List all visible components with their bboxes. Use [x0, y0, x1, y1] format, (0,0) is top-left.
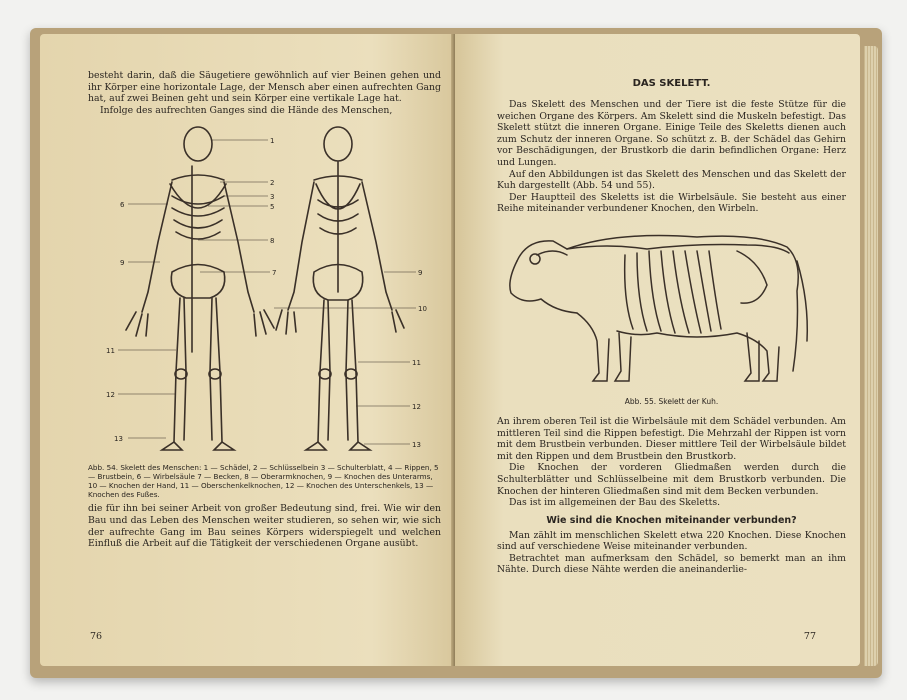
page-number-left: 76 [90, 631, 103, 642]
figure-label-11: 11 [106, 347, 115, 356]
figure-label-7: 7 [272, 269, 277, 278]
left-paragraph-bottom: die für ihn bei seiner Arbeit von großer Bedeutung sind, frei. Wie wir den Bau und das Leben des Menschen weiter studieren, so sehen wir, wie sich der aufrechte Gang im Bau seines Körpers widerspiegelt und welchen Einfluß die Arbeit auf die Tätigkeit der verschiedenen Organe ausübt. [88, 503, 441, 550]
figure-label-8: 8 [270, 237, 275, 246]
page-number-right: 77 [803, 631, 816, 642]
right-paragraph-4: An ihrem oberen Teil ist die Wirbelsäule mit dem Schädel verbunden. Am mittleren Teil sind die Rippen befestigt. Die Mehrzahl der Rippen ist vorn mit dem Brustbein verbunden. Dieser mittlere Teil der Wirbelsäule bildet mit den Rippen und dem Brustbein den Brustkorb. [497, 415, 846, 462]
figure-label-11b: 11 [412, 359, 421, 368]
figure-label-5: 5 [270, 203, 275, 212]
page-edges [864, 46, 878, 666]
left-page [40, 34, 455, 666]
figure-label-2: 2 [270, 179, 275, 188]
figure-label-9b: 9 [418, 269, 423, 278]
open-book [30, 28, 882, 678]
human-skeleton-caption: Abb. 54. Skelett des Menschen: 1 — Schädel, 2 — Schlüsselbein 3 — Schulterblatt, 4 — Rippen, 5 — Brustbein, 6 — Wirbelsäule 7 — Becken, 8 — Oberarmknochen, 9 — Knochen des Unterarms, 10 — Knochen der Hand, 11 — Oberschenkelknochen, 12 — Knochen des Unterschenkels, 13 — Knochen des Fußes. [88, 463, 439, 500]
right-paragraph-2: Auf den Abbildungen ist das Skelett des Menschen und das Skelett der Kuh dargestellt (Abb. 54 und 55). [497, 168, 846, 192]
right-paragraph-1: Das Skelett des Menschen und der Tiere ist die feste Stütze für die weichen Organe des Körpers. Am Skelett sind die Muskeln befestigt. Das Skelett stützt die inneren Organe. Einige Teile des Skeletts dienen auch zum Schutz der inneren Organe. So schützt z. B. der Schädel das Gehirn vor Beschädigungen, der Brustkorb die darin befindlichen Organe: Herz und Lungen. [497, 99, 846, 168]
figure-label-6: 6 [120, 201, 125, 210]
left-paragraph-top-2: Infolge des aufrechten Ganges sind die Hände des Menschen, [100, 104, 393, 116]
left-paragraph-top: besteht darin, daß die Säugetiere gewöhnlich auf vier Beinen gehen und ihr Körper eine horizontale Lage, der Mensch aber einen aufrechten Gang hat, auf zwei Beinen geht und sein Körper eine vertikale Lage hat. [88, 70, 441, 105]
figure-label-12b: 12 [412, 403, 421, 412]
figure-label-3: 3 [270, 193, 275, 202]
right-paragraph-8: Betrachtet man aufmerksam den Schädel, so bemerkt man an ihm Nähte. Durch diese Nähte werden die aneinanderlie- [497, 552, 846, 576]
right-page [455, 34, 860, 666]
human-skeleton-illustration [88, 122, 441, 457]
cow-skeleton-caption: Abb. 55. Skelett der Kuh. [624, 396, 719, 406]
section-subheading: Wie sind die Knochen miteinander verbunden? [546, 514, 797, 526]
right-paragraph-5: Die Knochen der vorderen Gliedmaßen werden durch die Schulterblätter und Schlüsselbeine mit dem Brustkorb verbunden. Die Knochen der hinteren Gliedmaßen sind mit dem Becken verbunden. [497, 462, 846, 497]
figure-label-9: 9 [120, 259, 125, 268]
figure-label-13: 13 [114, 435, 123, 444]
cow-skeleton-illustration [497, 221, 817, 391]
figure-label-10: 10 [418, 305, 427, 314]
figure-label-13b: 13 [412, 441, 421, 450]
right-paragraph-3: Der Hauptteil des Skeletts ist die Wirbelsäule. Sie besteht aus einer Reihe miteinander verbundener Knochen, den Wirbeln. [497, 191, 846, 215]
cow-skeleton-figure [497, 221, 846, 395]
figure-label-12: 12 [106, 391, 115, 400]
section-heading: DAS SKELETT. [632, 78, 711, 89]
right-paragraph-7: Man zählt im menschlichen Skelett etwa 220 Knochen. Diese Knochen sind auf verschiedene Weise miteinander verbunden. [497, 529, 846, 553]
figure-label-1: 1 [270, 137, 275, 146]
right-paragraph-6: Das ist im allgemeinen der Bau des Skeletts. [509, 497, 721, 509]
human-skeleton-figure [88, 122, 441, 461]
